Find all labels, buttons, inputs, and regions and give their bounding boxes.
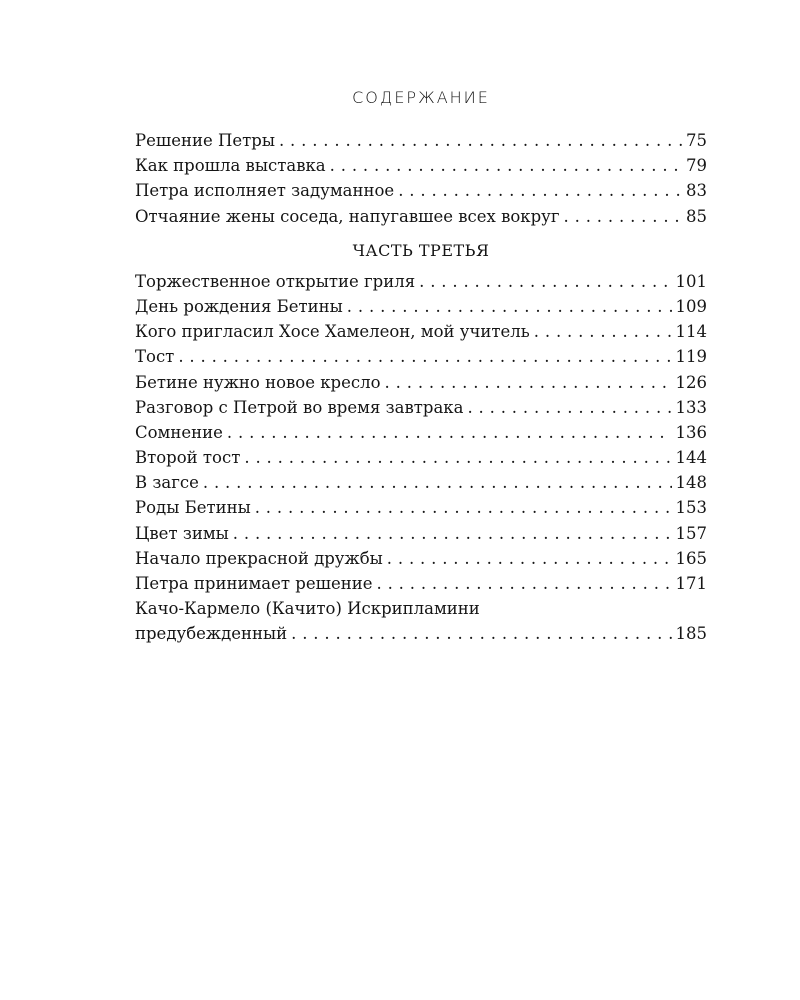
part-three-heading: ЧАСТЬ ТРЕТЬЯ — [352, 240, 490, 260]
toc-entry-title: Начало прекрасной дружбы — [135, 548, 383, 568]
toc-entry[interactable] — [135, 269, 707, 294]
toc-entry-page: 144 — [675, 448, 707, 468]
dot-leader — [330, 153, 682, 178]
dot-leader — [564, 204, 682, 229]
toc-entry-title: Роды Бетины — [135, 498, 251, 518]
dot-leader — [203, 470, 672, 495]
toc-group-1 — [135, 128, 707, 229]
toc-entry-page: 126 — [675, 372, 707, 392]
toc-entry-page: 136 — [675, 422, 707, 442]
toc-entry-page: 114 — [675, 322, 707, 342]
toc-entry-page: 171 — [675, 574, 707, 593]
toc-entry[interactable] — [135, 546, 707, 571]
toc-entry[interactable] — [135, 178, 707, 203]
toc-entry-page: 119 — [675, 347, 707, 367]
toc-entry-title: Кого пригласил Хосе Хамелеон, мой учитель — [135, 322, 530, 342]
toc-entry-page: 148 — [675, 473, 707, 493]
toc-entry-title: В загсе — [135, 473, 199, 493]
toc-entry-page: 153 — [675, 498, 707, 518]
toc-entry-multiline[interactable] — [135, 596, 707, 646]
toc-entry[interactable] — [135, 204, 707, 229]
toc-entry-page: 109 — [675, 296, 707, 316]
dot-leader — [255, 495, 672, 520]
toc-entry-page: 101 — [675, 271, 707, 291]
toc-entry-page: 133 — [675, 397, 707, 417]
toc-entry[interactable] — [135, 521, 707, 546]
toc-entry-title: День рождения Бетины — [135, 296, 343, 316]
toc-entry-title-line-2: предубежденный — [135, 624, 288, 644]
toc-entry-title: Отчаяние жены соседа, напугавшее всех вокруг — [135, 206, 560, 226]
toc-entry[interactable] — [135, 344, 707, 369]
toc-entry[interactable] — [135, 445, 707, 470]
dot-leader — [279, 128, 682, 153]
dot-leader — [398, 178, 682, 203]
toc-entry[interactable] — [135, 420, 707, 445]
toc-entry-title: Как прошла выставка — [135, 156, 326, 176]
toc-entry-page: 79 — [686, 156, 707, 176]
toc-entry-title: Второй тост — [135, 448, 241, 468]
toc-entry-page: 83 — [686, 181, 707, 201]
toc-entry-page: 157 — [675, 523, 707, 543]
toc-entry[interactable] — [135, 495, 707, 520]
toc-entry-page: 85 — [686, 206, 707, 226]
toc-entry-page: 185 — [675, 624, 707, 644]
toc-entry-page: 75 — [686, 131, 707, 150]
table-of-contents — [135, 86, 707, 647]
dot-leader — [534, 319, 672, 344]
dot-leader — [387, 546, 672, 571]
toc-entry[interactable] — [135, 128, 707, 153]
toc-entry-title: Решение Петры — [135, 131, 275, 150]
dot-leader — [244, 445, 671, 470]
toc-entry[interactable] — [135, 395, 707, 420]
toc-entry-title: Петра исполняет задуманное — [135, 181, 395, 201]
toc-entry-title: Петра принимает решение — [135, 574, 373, 593]
dot-leader — [291, 621, 671, 646]
toc-entry[interactable] — [135, 153, 707, 178]
dot-leader — [178, 344, 671, 369]
toc-group-2 — [135, 269, 707, 647]
toc-entry-title: Тост — [135, 347, 175, 367]
toc-entry-title: Разговор с Петрой во время завтрака — [135, 397, 464, 417]
dot-leader — [419, 269, 671, 294]
toc-entry-title: Сомнение — [135, 422, 223, 442]
toc-entry[interactable] — [135, 571, 707, 596]
dot-leader — [385, 370, 672, 395]
toc-entry[interactable] — [135, 370, 707, 395]
toc-entry-title: Бетине нужно новое кресло — [135, 372, 381, 392]
toc-title: СОДЕРЖАНИЕ — [352, 88, 490, 107]
dot-leader — [467, 395, 671, 420]
dot-leader — [376, 571, 671, 596]
toc-entry-page: 165 — [675, 548, 707, 568]
dot-leader — [233, 521, 672, 546]
toc-entry-title-line-1: Качо-Кармело (Качито) Искрипламини — [135, 599, 480, 619]
dot-leader — [227, 420, 672, 445]
toc-entry[interactable] — [135, 319, 707, 344]
toc-entry-title: Цвет зимы — [135, 523, 229, 543]
toc-entry[interactable] — [135, 294, 707, 319]
toc-entry[interactable] — [135, 470, 707, 495]
toc-entry-title: Торжественное открытие гриля — [135, 271, 416, 291]
dot-leader — [347, 294, 672, 319]
